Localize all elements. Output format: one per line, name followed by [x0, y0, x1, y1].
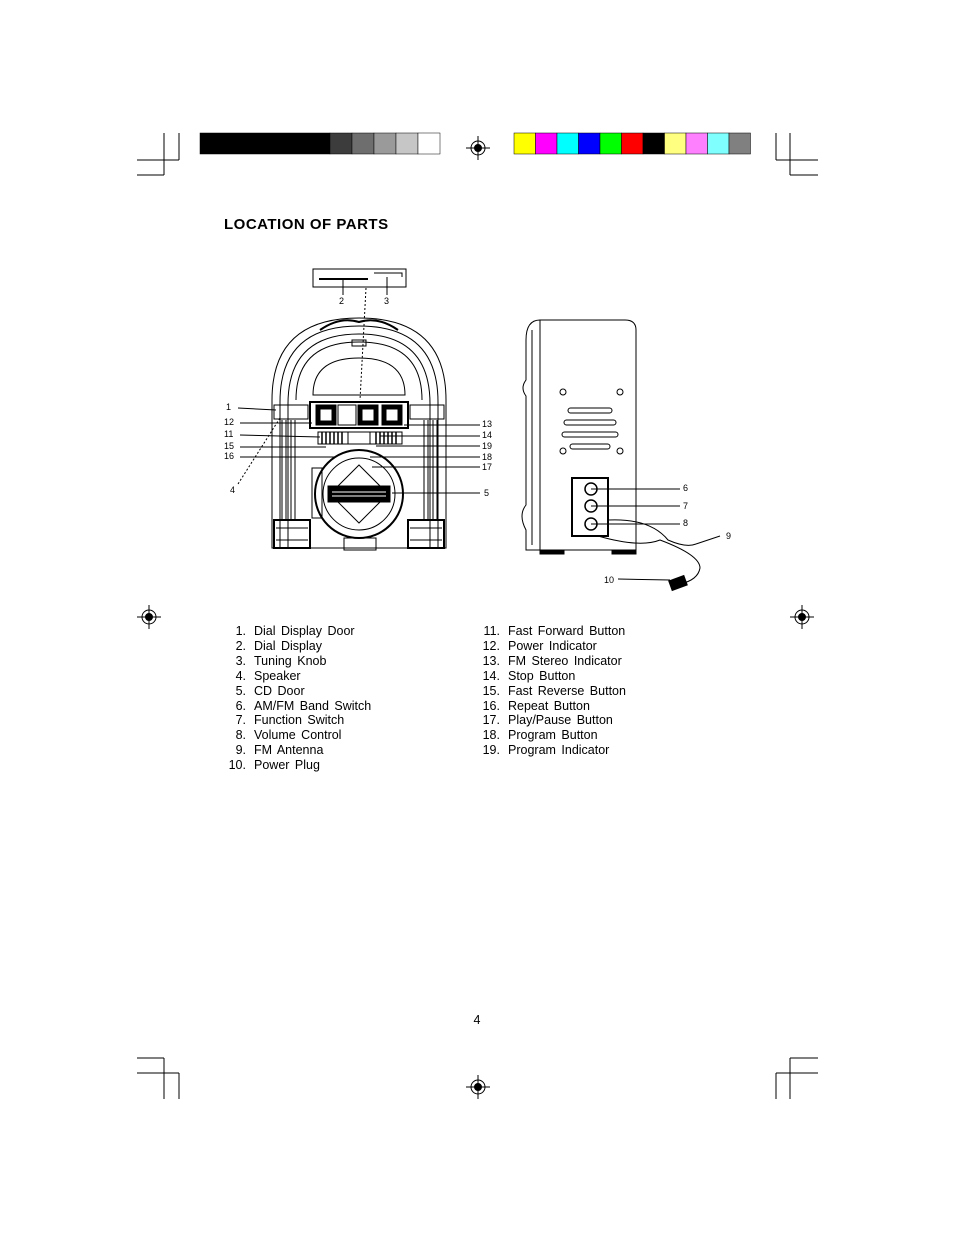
- callout-16: 16: [224, 451, 235, 461]
- callout-18: 18: [482, 452, 493, 462]
- callout-1: 1: [226, 402, 232, 412]
- list-item: 16. Repeat Button: [482, 698, 590, 713]
- page-number: 4: [473, 1013, 481, 1027]
- list-item: 8. Volume Control: [235, 728, 342, 743]
- list-item: 2. Dial Display: [235, 638, 322, 653]
- callout-5: 5: [484, 488, 490, 498]
- list-item: 1. Dial Display Door: [235, 624, 355, 638]
- callout-9: 9: [726, 531, 732, 541]
- callout-7: 7: [683, 501, 689, 511]
- list-item: 13. FM Stereo Indicator: [482, 653, 622, 668]
- callout-13: 13: [482, 419, 493, 429]
- rear-control-panel: [572, 478, 608, 536]
- callout-3: 3: [384, 296, 390, 306]
- callout-12: 12: [224, 417, 235, 427]
- callout-11: 11: [224, 429, 234, 439]
- list-item: 15. Fast Reverse Button: [482, 683, 626, 698]
- list-item: 12. Power Indicator: [482, 638, 597, 653]
- list-item: 19. Program Indicator: [482, 743, 610, 758]
- list-item: 6. AM/FM Band Switch: [235, 698, 372, 713]
- parts-list-left: [220, 624, 371, 773]
- side-cabinet: [540, 320, 636, 550]
- list-item: 4. Speaker: [235, 668, 301, 683]
- list-item: 17. Play/Pause Button: [482, 713, 613, 728]
- callout-19: 19: [482, 441, 493, 451]
- list-item: 11. Fast Forward Button: [483, 624, 626, 638]
- callout-14: 14: [482, 430, 493, 440]
- list-item: 5. CD Door: [235, 683, 305, 698]
- callout-2: 2: [339, 296, 345, 306]
- list-item: 14. Stop Button: [482, 668, 576, 683]
- callout-17: 17: [482, 462, 493, 472]
- list-item: 10. Power Plug: [228, 758, 320, 773]
- list-item: 7. Function Switch: [235, 713, 345, 728]
- callout-4: 4: [230, 485, 236, 495]
- list-item: 3. Tuning Knob: [235, 653, 327, 668]
- callout-8: 8: [683, 518, 689, 528]
- parts-list-right: [474, 624, 626, 758]
- callout-10: 10: [604, 575, 615, 585]
- callout-6: 6: [683, 483, 689, 493]
- callout-15: 15: [224, 441, 235, 451]
- list-item: 9. FM Antenna: [235, 743, 324, 758]
- page-title: LOCATION OF PARTS: [224, 216, 389, 233]
- power-plug-icon: [669, 576, 687, 591]
- list-item: 18. Program Button: [482, 728, 598, 743]
